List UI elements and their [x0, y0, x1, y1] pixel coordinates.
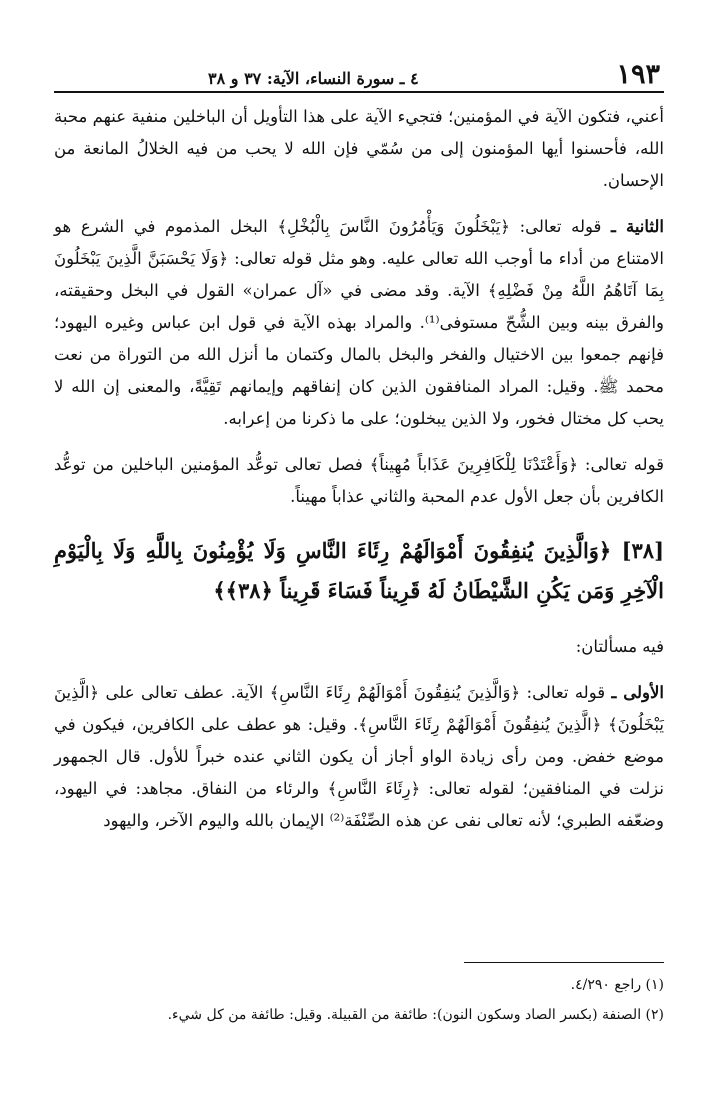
paragraph-2: [54, 211, 664, 435]
footnotes: [54, 962, 664, 1033]
paragraph-5: [54, 677, 664, 837]
verse-text: ﴿وَالَّذِينَ يُنفِقُونَ أَمْوَالَهُمْ رِئَاءَ النَّاسِ وَلَا يُؤْمِنُونَ بِاللَّهِ وَلَا بِالْيَوْمِ الْآخِرِ وَمَن يَكُنِ الشَّيْطَانُ لَهُ قَرِيناً فَسَاءَ قَرِيناً ﴿٣٨﴾﴾: [54, 538, 664, 603]
page-number: ١٩٣: [616, 59, 660, 90]
footnote-divider: [464, 962, 664, 963]
paragraph-5-text: قوله تعالى: ﴿وَالَّذِينَ يُنفِقُونَ أَمْوَالَهُمْ رِئَاءَ النَّاسِ﴾ الآية. عطف تعالى على ﴿الَّذِينَ يَبْخَلُونَ﴾ ﴿الَّذِينَ يُنفِقُونَ أَمْوَالَهُمْ رِئَاءَ النَّاسِ﴾. وقيل: هو عطف على الكافرين، فيكون في موضع خفض. ومن رأى زيادة الواو أجاز أن يكون الثاني عنده خبراً للأول. قال الجمهور نزلت في المنافقين؛ لقوله تعالى: ﴿رِئَاءَ النَّاسِ﴾ والرئاء من النفاق. مجاهد: في اليهود، وضعّفه الطبري؛ لأنه تعالى نفى عن هذه الصِّنْفَة⁽²⁾ الإيمان بالله واليوم الآخر، واليهود: [54, 683, 664, 830]
footnote-1: (١) راجع ٤/٢٩٠.: [570, 977, 664, 993]
paragraph-1: أعني، فتكون الآية في المؤمنين؛ فتجيء الآية على هذا التأويل أن الباخلين منفية عنهم محبة الله، فأحسنوا أيها المؤمنون إلى من سُمّي فإن الله لا يحب من فيه الخلالُ المانعة من الإحسان.: [54, 107, 664, 190]
body-text: [54, 101, 664, 837]
paragraph-4: فيه مسألتان:: [575, 637, 664, 656]
paragraph-3: قوله تعالى: ﴿وَأَعْتَدْنَا لِلْكَافِرِينَ عَذَاباً مُهِيناً﴾ فصل تعالى توعُّد المؤمنين الباخلين من توعُّد الكافرين بأن جعل الأول عدم المحبة والثاني عذاباً مهيناً.: [54, 455, 664, 506]
issue-heading-second: الثانية ـ: [611, 217, 665, 236]
issue-heading-first: الأولى ـ: [611, 683, 665, 702]
paragraph-2-text: قوله تعالى: ﴿يَبْخَلُونَ وَيَأْمُرُونَ النَّاسَ بِالْبُخْلِ﴾ البخل المذموم في الشرع هو الامتناع من أداء ما أوجب الله تعالى عليه. وهو مثل قوله تعالى: ﴿وَلَا يَحْسَبَنَّ الَّذِينَ يَبْخَلُونَ بِمَا آتَاهُمُ اللَّهُ مِنْ فَضْلِهِ﴾ الآية. وقد مضى في «آل عمران» القول في البخل وحقيقته، والفرق بينه وبين الشُّحّ مستوفى⁽¹⁾. والمراد بهذه الآية في قول ابن عباس وغيره اليهود؛ فإنهم جمعوا بين الاختيال والفخر والبخل بالمال وكتمان ما أنزل الله من التوراة من نعت محمد ﷺ. وقيل: المراد المنافقون الذين كان إنفاقهم وإيمانهم تَقِيَّةً، والمعنى إن الله لا يحب كل مختال فخور، ولا الذين يبخلون؛ على ما ذكرنا من إعرابه.: [54, 217, 664, 428]
verse-number: [٣٨]: [621, 538, 665, 563]
quran-verse-block: [54, 531, 664, 611]
footnote-2: (٢) الصنفة (بكسر الصاد وسكون النون): طائفة من القبيلة. وقيل: طائفة من كل شيء.: [167, 1007, 664, 1023]
page-header: [54, 52, 664, 93]
running-title: ٤ ـ سورة النساء، الآية: ٣٧ و ٣٨: [208, 69, 419, 88]
